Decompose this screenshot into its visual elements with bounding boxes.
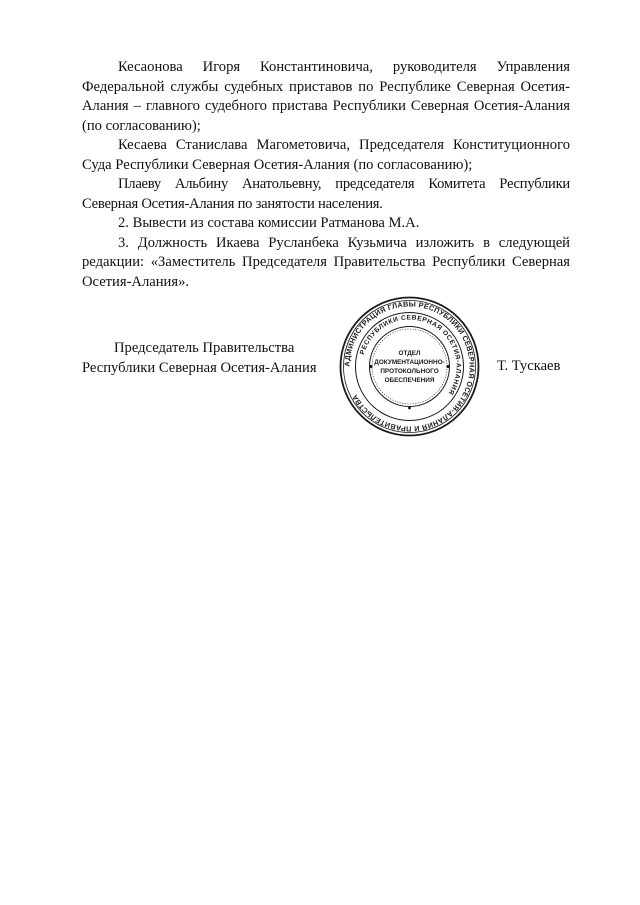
seal-center-line-1: ОТДЕЛ: [398, 350, 421, 357]
seal-center-text: [374, 350, 444, 384]
signatory-position: [82, 339, 342, 378]
seal-outer-ring-text: АДМИНИСТРАЦИЯ ГЛАВЫ РЕСПУБЛИКИ СЕВЕРНАЯ ОСЕТИЯ-АЛАНИЯ И ПРАВИТЕЛЬСТВА: [342, 299, 477, 434]
signatory-position-line-2: Республики Северная Осетия-Алания: [82, 359, 317, 376]
seal-inner-ring-text: РЕСПУБЛИКИ СЕВЕРНАЯ ОСЕТИЯ-АЛАНИЯ: [359, 314, 462, 397]
paragraph-item-2: 2. Вывести из состава комиссии Ратманова М.А.: [118, 215, 420, 231]
signatory-position-line-1: Председатель Правительства: [114, 340, 295, 356]
seal-center-line-2: ДОКУМЕНТАЦИОННО-: [374, 359, 445, 366]
signatory-name: Т. Тускаев: [497, 358, 561, 374]
paragraph-item-3: 3. Должность Икаева Русланбека Кузьмича изложить в следующей редакции: «Заместитель Председателя Правительства Республики Северная Осетия-Алания».: [82, 234, 570, 290]
seal-center-line-3: ПРОТОКОЛЬНОГО: [380, 368, 439, 375]
paragraph-kesaonov: Кесаонова Игоря Константиновича, руководителя Управления Федеральной службы судебных приставов по Республике Северная Осетия-Алания – главного судебного пристава Республики Северная Осетия-Алания (по согласованию);: [82, 59, 570, 134]
paragraph-plaeva: Плаеву Альбину Анатольевну, председателя Комитета Республики Северная Осетия-Алания по занятости населения.: [82, 176, 570, 212]
document-body: [82, 58, 570, 292]
official-seal: [338, 295, 481, 438]
seal-center-line-4: ОБЕСПЕЧЕНИЯ: [384, 377, 435, 384]
paragraph-kesaev: Кесаева Станислава Магометовича, Председателя Конституционного Суда Республики Северная Осетия-Алания (по согласованию);: [82, 137, 570, 173]
